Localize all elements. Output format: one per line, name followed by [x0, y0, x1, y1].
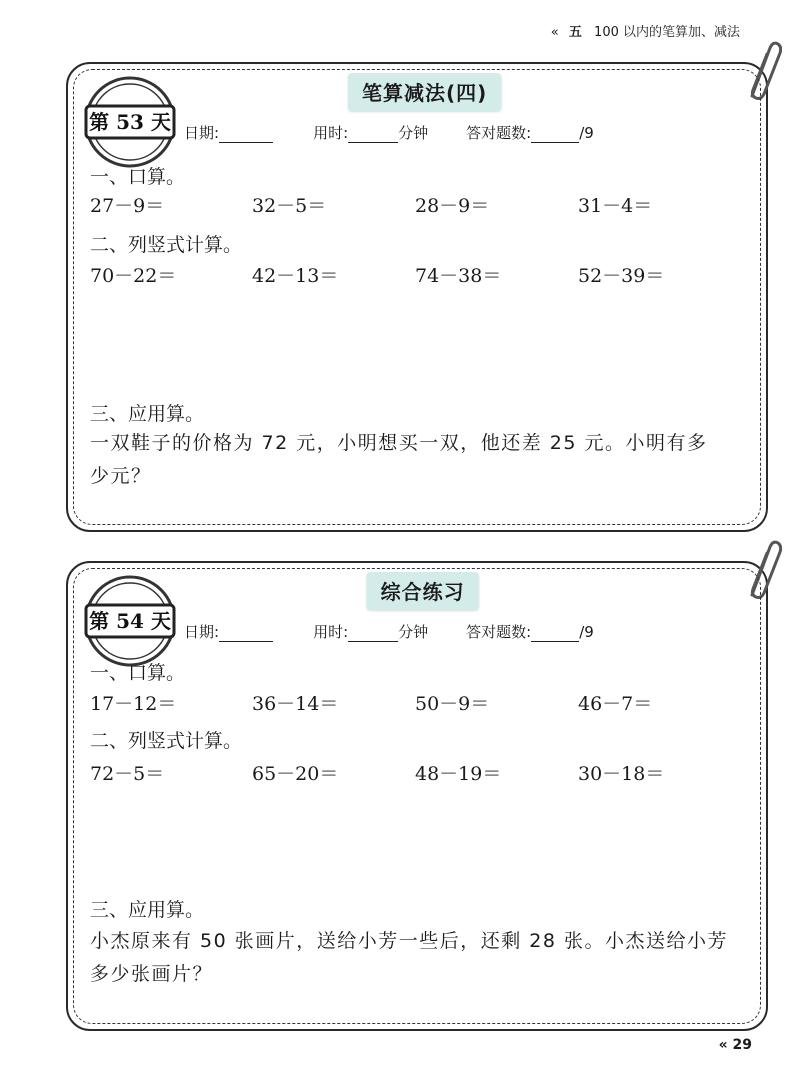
oral-item: 46－7＝ — [578, 693, 653, 715]
chevron-left-icon: « — [550, 25, 559, 40]
score-total: /9 — [579, 623, 594, 641]
day-badge-label: 第 53 天 — [89, 110, 171, 134]
applied-heading: 三、应用算。 — [90, 899, 205, 921]
day-badge — [82, 573, 178, 669]
oral-item: 27－9＝ — [90, 195, 165, 217]
oral-item: 36－14＝ — [252, 693, 339, 715]
time-label: 用时: — [313, 124, 349, 142]
page-number: 29 — [732, 1037, 752, 1053]
time-unit: 分钟 — [398, 623, 429, 641]
day-badge — [82, 74, 178, 170]
vertical-item: 65－20＝ — [252, 763, 339, 785]
oral-item: 31－4＝ — [578, 195, 653, 217]
card-title: 综合练习 — [367, 572, 479, 610]
score-blank[interactable] — [531, 142, 579, 143]
page-footer — [719, 1037, 752, 1053]
problem-line: 多少张画片？ — [90, 963, 214, 985]
paperclip-icon — [740, 40, 782, 102]
oral-heading: 一、口算。 — [90, 166, 186, 188]
vertical-item: 74－38＝ — [415, 265, 502, 287]
day-badge-label: 第 54 天 — [89, 609, 171, 633]
oral-item: 50－9＝ — [415, 693, 490, 715]
time-blank[interactable] — [348, 142, 398, 143]
vertical-item: 48－19＝ — [415, 763, 502, 785]
section-title: 100 以内的笔算加、减法 — [594, 25, 740, 40]
day-card-53 — [66, 62, 768, 532]
score-total: /9 — [579, 124, 594, 142]
chevron-left-icon: « — [718, 1037, 728, 1053]
meta-row — [184, 621, 594, 642]
applied-problem — [90, 925, 750, 991]
vertical-item: 70－22＝ — [90, 265, 177, 287]
applied-heading: 三、应用算。 — [90, 403, 205, 425]
date-label: 日期: — [184, 124, 220, 142]
vertical-heading: 二、列竖式计算。 — [90, 730, 243, 752]
running-header — [551, 21, 740, 40]
date-blank[interactable] — [219, 641, 273, 642]
vertical-item: 52－39＝ — [578, 265, 665, 287]
oral-item: 28－9＝ — [415, 195, 490, 217]
applied-problem — [90, 427, 750, 493]
day-card-54 — [66, 561, 768, 1031]
section-number: 五 — [568, 25, 582, 40]
meta-row — [184, 122, 594, 143]
score-blank[interactable] — [531, 641, 579, 642]
vertical-item: 72－5＝ — [90, 763, 165, 785]
score-label: 答对题数: — [466, 623, 532, 641]
problem-line: 一双鞋子的价格为 72 元，小明想买一双，他还差 25 元。小明有多 — [90, 432, 708, 454]
date-blank[interactable] — [219, 142, 273, 143]
oral-item: 32－5＝ — [252, 195, 327, 217]
oral-heading: 一、口算。 — [90, 662, 186, 684]
date-label: 日期: — [184, 623, 220, 641]
oral-item: 17－12＝ — [90, 693, 177, 715]
score-label: 答对题数: — [466, 124, 532, 142]
vertical-heading: 二、列竖式计算。 — [90, 234, 243, 256]
card-title: 笔算减法(四) — [348, 73, 501, 111]
time-unit: 分钟 — [398, 124, 429, 142]
problem-line: 少元？ — [90, 465, 152, 487]
time-blank[interactable] — [348, 641, 398, 642]
vertical-item: 30－18＝ — [578, 763, 665, 785]
time-label: 用时: — [313, 623, 349, 641]
problem-line: 小杰原来有 50 张画片，送给小芳一些后，还剩 28 张。小杰送给小芳 — [90, 930, 729, 952]
paperclip-icon — [740, 539, 782, 601]
vertical-item: 42－13＝ — [252, 265, 339, 287]
